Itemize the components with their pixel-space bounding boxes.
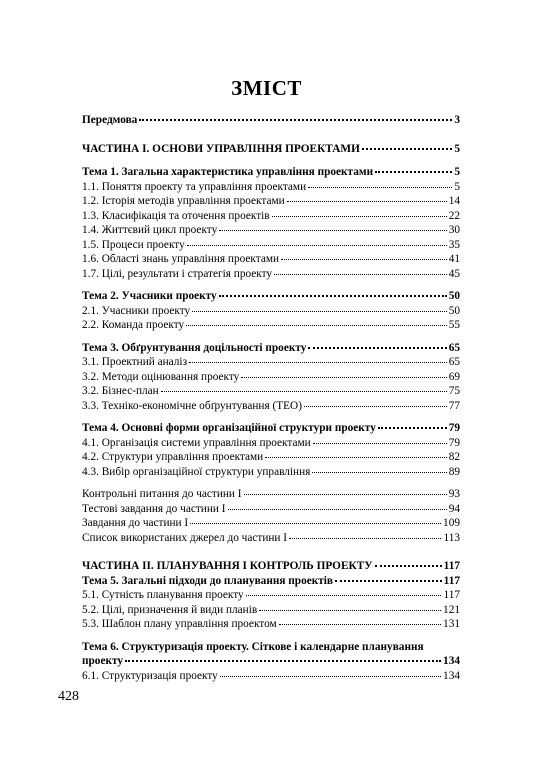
toc-entry-label: ЧАСТИНА І. ОСНОВИ УПРАВЛІННЯ ПРОЕКТАМИ bbox=[82, 142, 360, 155]
toc-entry-page: 50 bbox=[448, 290, 460, 302]
dot-leader bbox=[274, 273, 447, 275]
toc-entry[interactable] bbox=[82, 267, 460, 282]
toc-entry-label: Тема 4. Основні форми організаційної структури проекту bbox=[82, 422, 376, 434]
toc-entry-label: Контрольні питання до частини І bbox=[82, 488, 242, 500]
toc-entry[interactable] bbox=[82, 465, 460, 480]
toc-entry[interactable] bbox=[82, 436, 460, 451]
toc-entry-page: 93 bbox=[448, 488, 460, 500]
toc-entry-label: 3.2. Методи оцінювання проекту bbox=[82, 370, 240, 383]
toc-entry-page: 22 bbox=[448, 209, 460, 222]
toc-entry-label-line: Тема 6. Структуризація проекту. Сіткове і календарне планування bbox=[82, 640, 424, 653]
page-title: ЗМІСТ bbox=[231, 76, 302, 100]
toc-entry-page: 109 bbox=[443, 517, 460, 529]
toc-entry[interactable] bbox=[82, 531, 460, 546]
dot-leader bbox=[289, 537, 441, 539]
toc-entry-page: 121 bbox=[443, 603, 460, 616]
dot-leader bbox=[189, 361, 447, 363]
toc-entry[interactable] bbox=[82, 603, 460, 618]
toc-entry-label: Тема 5. Загальні підходи до планування проектів bbox=[82, 574, 334, 587]
toc-entry[interactable] bbox=[82, 399, 460, 414]
toc-entry-page: 50 bbox=[448, 304, 460, 317]
toc-entry[interactable] bbox=[82, 669, 460, 684]
toc-entry-label: 3.3. Техніко-економічне обґрунтування (ТЕО) bbox=[82, 399, 302, 412]
dot-leader bbox=[192, 310, 447, 312]
toc-entry[interactable] bbox=[82, 588, 460, 603]
toc-entry-label: 1.3. Класифікація та оточення проектів bbox=[82, 209, 270, 222]
toc-entry-label: ЧАСТИНА ІІ. ПЛАНУВАННЯ І КОНТРОЛЬ ПРОЕКТУ bbox=[82, 560, 373, 572]
toc-entry-page: 134 bbox=[443, 655, 460, 667]
dot-leader bbox=[220, 675, 441, 677]
dot-leader bbox=[161, 390, 447, 392]
toc-spacer bbox=[82, 281, 460, 289]
dot-leader bbox=[362, 147, 452, 150]
toc-entry-label: 1.1. Поняття проекту та управління проектами bbox=[82, 180, 307, 193]
toc-entry-page: 89 bbox=[448, 465, 460, 478]
toc-entry-page: 5 bbox=[454, 180, 460, 193]
toc-entry[interactable] bbox=[82, 450, 460, 465]
toc-entry-page: 65 bbox=[448, 341, 460, 354]
toc-entry[interactable] bbox=[82, 209, 460, 224]
toc-entry[interactable] bbox=[82, 223, 460, 238]
dot-leader bbox=[241, 376, 446, 378]
toc-entry-label: 2.1. Учасники проекту bbox=[82, 304, 191, 317]
toc-entry-label: Тема 2. Учасники проекту bbox=[82, 290, 217, 302]
toc-heading-entry[interactable] bbox=[82, 574, 460, 589]
toc-entry[interactable] bbox=[82, 355, 460, 370]
dot-leader bbox=[287, 200, 447, 202]
toc-entry[interactable] bbox=[82, 487, 460, 502]
toc-heading-entry[interactable] bbox=[82, 559, 460, 574]
toc-spacer bbox=[82, 632, 460, 640]
toc-entry-label: 6.1. Структуризація проекту bbox=[82, 669, 218, 682]
toc-entry-page: 94 bbox=[448, 502, 460, 515]
toc-entry[interactable] bbox=[82, 617, 460, 632]
toc-entry-page: 69 bbox=[448, 370, 460, 383]
toc-entry[interactable] bbox=[82, 252, 460, 267]
toc-entry-page: 30 bbox=[448, 224, 460, 236]
toc-entry[interactable] bbox=[82, 304, 460, 319]
toc-entry-label: Список використаних джерел до частини І bbox=[82, 531, 288, 544]
dot-leader bbox=[304, 405, 447, 407]
toc-entry-label: 5.2. Цілі, призначення й види планів bbox=[82, 603, 258, 616]
toc-heading-entry[interactable] bbox=[82, 654, 460, 669]
dot-leader bbox=[308, 346, 446, 349]
toc-entry-page: 3 bbox=[454, 114, 460, 126]
toc-heading-entry[interactable] bbox=[82, 289, 460, 304]
toc-entry-page: 35 bbox=[448, 238, 460, 251]
toc-spacer bbox=[82, 333, 460, 341]
toc-entry[interactable] bbox=[82, 370, 460, 385]
toc-heading-entry[interactable] bbox=[82, 165, 460, 180]
toc-entry[interactable] bbox=[82, 516, 460, 531]
toc-entry-label: 1.7. Цілі, результати і стратегія проекту bbox=[82, 267, 273, 280]
toc-entry-label: 1.2. Історія методів управління проектами bbox=[82, 195, 285, 207]
dot-leader bbox=[313, 442, 447, 444]
toc-entry-label: 5.1. Сутність планування проекту bbox=[82, 589, 244, 601]
toc-entry-label: Передмова bbox=[82, 114, 138, 126]
toc-entry-label: проекту bbox=[82, 655, 124, 667]
page-number: 428 bbox=[58, 689, 79, 704]
toc-heading-entry[interactable] bbox=[82, 341, 460, 356]
toc-entry[interactable] bbox=[82, 384, 460, 399]
toc-spacer bbox=[82, 156, 460, 165]
toc-entry-label: 3.2. Бізнес-план bbox=[82, 385, 159, 397]
dot-leader bbox=[244, 493, 447, 495]
toc-spacer bbox=[82, 413, 460, 421]
dot-leader bbox=[265, 456, 446, 458]
toc-entry-label: 3.1. Проектний аналіз bbox=[82, 356, 188, 368]
toc-entry-page: 134 bbox=[443, 669, 460, 682]
toc-entry-label: 1.6. Області знань управління проектами bbox=[82, 253, 280, 265]
toc-entry-page: 77 bbox=[448, 399, 460, 412]
toc-entry[interactable] bbox=[82, 180, 460, 195]
dot-leader bbox=[125, 659, 441, 662]
toc-entry-page: 45 bbox=[448, 267, 460, 280]
dot-leader bbox=[279, 623, 441, 625]
dot-leader bbox=[219, 229, 446, 231]
toc-entry-label: 2.2. Команда проекту bbox=[82, 319, 185, 331]
toc-entry-page: 82 bbox=[448, 451, 460, 463]
toc-entry[interactable] bbox=[82, 238, 460, 253]
toc-spacer bbox=[82, 545, 460, 559]
dot-leader bbox=[308, 186, 452, 188]
toc-entry-label: 1.4. Життєвий цикл проекту bbox=[82, 224, 218, 236]
toc-entry-label: Тестові завдання до частини І bbox=[82, 502, 226, 515]
dot-leader bbox=[186, 324, 447, 326]
toc-entry-page: 131 bbox=[443, 618, 460, 630]
dot-leader bbox=[246, 594, 442, 596]
toc-entry-page: 117 bbox=[443, 574, 460, 587]
dot-leader bbox=[228, 508, 447, 510]
dot-leader bbox=[187, 244, 447, 246]
toc-entry-page: 55 bbox=[448, 319, 460, 331]
dot-leader bbox=[335, 579, 442, 582]
toc-entry-page: 117 bbox=[443, 589, 460, 601]
toc-entry-label: Тема 1. Загальна характеристика управління проектами bbox=[82, 166, 374, 178]
toc-entry[interactable] bbox=[82, 194, 460, 209]
toc-entry-page: 5 bbox=[454, 166, 460, 178]
toc-entry-page: 113 bbox=[443, 531, 460, 544]
toc-entry[interactable] bbox=[82, 318, 460, 333]
toc-entry[interactable] bbox=[82, 502, 460, 517]
dot-leader bbox=[375, 170, 452, 173]
toc-heading-entry[interactable] bbox=[82, 113, 460, 128]
dot-leader bbox=[139, 118, 452, 121]
toc-heading-entry[interactable] bbox=[82, 142, 460, 157]
toc-entry-page: 41 bbox=[448, 253, 460, 265]
toc-entry-page: 79 bbox=[448, 422, 460, 434]
toc-entry-page: 14 bbox=[448, 195, 460, 207]
toc-entry-label: 4.1. Організація системи управління проектами bbox=[82, 436, 311, 449]
toc-spacer bbox=[82, 128, 460, 142]
dot-leader bbox=[312, 471, 446, 473]
dot-leader bbox=[190, 522, 441, 524]
toc-entry-label: 1.5. Процеси проекту bbox=[82, 238, 185, 251]
toc-entry-page: 117 bbox=[443, 560, 460, 572]
toc-entry-page: 5 bbox=[454, 142, 460, 155]
dot-leader bbox=[272, 215, 447, 217]
toc-spacer bbox=[82, 479, 460, 487]
dot-leader bbox=[219, 294, 447, 297]
toc-entry-label: Тема 3. Обґрунтування доцільності проекту bbox=[82, 341, 307, 354]
dot-leader bbox=[259, 609, 441, 611]
dot-leader bbox=[378, 426, 447, 429]
dot-leader bbox=[281, 258, 447, 260]
toc-entry-label: 5.3. Шаблон плану управління проектом bbox=[82, 618, 277, 630]
toc-entry-label: Завдання до частини І bbox=[82, 517, 189, 529]
toc-entry-page: 65 bbox=[448, 356, 460, 368]
table-of-contents bbox=[82, 113, 460, 683]
toc-entry-page: 79 bbox=[448, 436, 460, 449]
dot-leader bbox=[375, 564, 442, 567]
toc-heading-entry[interactable] bbox=[82, 421, 460, 436]
toc-entry-page: 75 bbox=[448, 385, 460, 397]
toc-entry-label: 4.2. Структури управління проектами bbox=[82, 451, 264, 463]
toc-entry-label: 4.3. Вибір організаційної структури управління bbox=[82, 465, 311, 478]
